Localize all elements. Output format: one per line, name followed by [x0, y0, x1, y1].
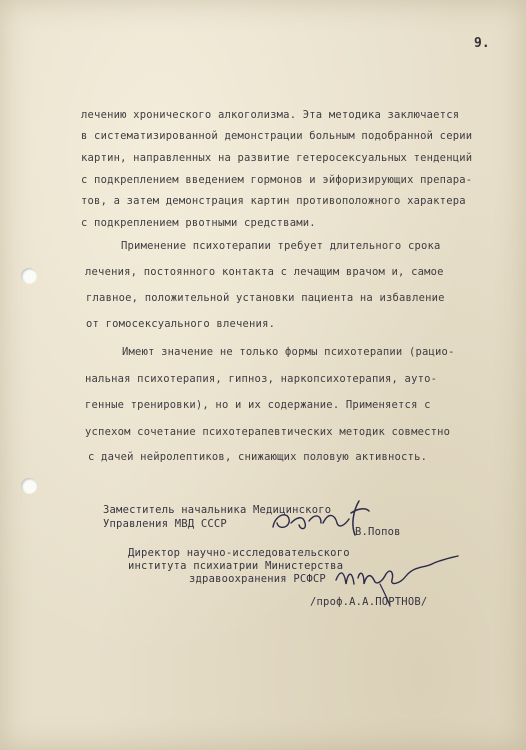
text-line: Применение психотерапии требует длительного срока: [121, 240, 441, 252]
text-line: с подкреплением введением гормонов и эйфоризирующих препара-: [81, 174, 473, 186]
text-line: Имеют значение не только формы психотерапии (рацио-: [122, 346, 455, 358]
text-line: картин, направленных на развитие гетеросексуальных тенденций: [81, 152, 473, 164]
handwritten-signature-popov: [265, 493, 380, 543]
signatory-title-line: Директор научно-исследовательского: [128, 547, 350, 559]
signatory-title-line: института психиатрии Министерства: [128, 560, 344, 572]
page-number: 9.: [474, 36, 490, 51]
text-line: нальная психотерапия, гипноз, наркопсихотерапия, ауто-: [85, 373, 438, 385]
text-line: от гомосексуального влечения.: [86, 318, 276, 330]
signatory-name: В.Попов: [355, 526, 401, 538]
text-line: лечению хронического алкоголизма. Эта методика заключается: [81, 109, 460, 121]
text-line: в систематизированной демонстрации больным подобранной серии: [81, 130, 473, 142]
handwritten-signature-portnov: [330, 550, 465, 610]
text-line: генные тренировки), но и их содержание. Применяется с: [85, 399, 431, 411]
text-line: главное, положительной установки пациента на избавление: [86, 292, 445, 304]
signatory-title-line: Заместитель начальника Медицинского: [103, 504, 332, 516]
text-line: с подкреплением рвотными средствами.: [81, 217, 316, 229]
text-line: с дачей нейролептиков, снижающих половую активность.: [88, 451, 428, 463]
punch-hole-top: [21, 268, 37, 284]
text-line: успехом сочетание психотерапевтических методик совместно: [85, 426, 451, 438]
text-line: лечения, постоянного контакта с лечащим врачом и, самое: [85, 266, 444, 278]
signatory-name: /проф.А.А.ПОРТНОВ/: [310, 596, 428, 608]
signatory-title-line: здравоохранения РСФСР: [189, 573, 326, 585]
signatory-title-line: Управления МВД СССР: [103, 518, 227, 530]
text-line: тов, а затем демонстрация картин противоположного характера: [81, 195, 466, 207]
punch-hole-bottom: [21, 478, 37, 494]
